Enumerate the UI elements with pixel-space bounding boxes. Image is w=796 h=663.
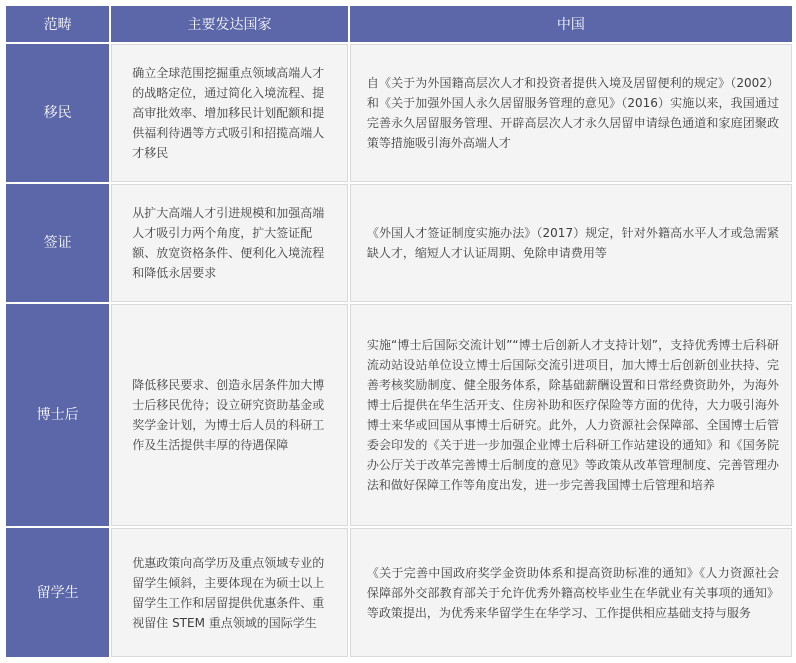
header-china: 中国 (350, 6, 792, 42)
developed-countries-cell: 确立全球范围挖掘重点领域高端人才的战略定位，通过简化入境流程、提高审批效率、增加移民计划配额和提供福利待遇等方式吸引和招揽高端人才移民 (111, 44, 348, 182)
china-cell: 《外国人才签证制度实施办法》（2017）规定，针对外籍高水平人才或急需紧缺人才，缩短人才认证周期、免除申请费用等 (350, 184, 792, 302)
category-cell: 签证 (6, 184, 109, 302)
developed-countries-cell: 从扩大高端人才引进规模和加强高端人才吸引力两个角度，扩大签证配额、放宽资格条件、便利化入境流程和降低永居要求 (111, 184, 348, 302)
table-row (6, 184, 792, 302)
header-developed-countries: 主要发达国家 (111, 6, 348, 42)
table-row (6, 304, 792, 526)
policy-comparison-table (4, 4, 794, 659)
developed-countries-cell: 降低移民要求、创造永居条件加大博士后移民优待；设立研究资助基金或奖学金计划，为博士后人员的科研工作及生活提供丰厚的待遇保障 (111, 304, 348, 526)
category-cell: 移民 (6, 44, 109, 182)
china-cell: 《关于完善中国政府奖学金资助体系和提高资助标准的通知》《人力资源社会保障部外交部教育部关于允许优秀外籍高校毕业生在华就业有关事项的通知》等政策提出，为优秀来华留学生在华学习、工作提供相应基础支持与服务 (350, 528, 792, 657)
category-cell: 留学生 (6, 528, 109, 657)
china-cell: 实施“博士后国际交流计划”“博士后创新人才支持计划”，支持优秀博士后科研流动站设站单位设立博士后国际交流引进项目，加大博士后创新创业扶持、完善考核奖励制度、健全服务体系，除基础薪酬设置和日常经费资助外，为海外博士后提供在华生活开支、住房补助和医疗保险等方面的优待，大力吸引海外博士来华或回国从事博士后研究。此外，人力资源社会保障部、全国博士后管委会印发的《关于进一步加强企业博士后科研工作站建设的通知》和《国务院办公厅关于改革完善博士后制度的意见》等政策从改革管理制度、完善管理办法和做好保障工作等角度出发，进一步完善我国博士后管理和培养 (350, 304, 792, 526)
developed-countries-cell: 优惠政策向高学历及重点领域专业的留学生倾斜，主要体现在为硕士以上留学生工作和居留提供优惠条件、重视留住 STEM 重点领域的国际学生 (111, 528, 348, 657)
category-cell: 博士后 (6, 304, 109, 526)
header-category: 范畴 (6, 6, 109, 42)
table-row (6, 44, 792, 182)
header-row (6, 6, 792, 42)
table-row (6, 528, 792, 657)
china-cell: 自《关于为外国籍高层次人才和投资者提供入境及居留便利的规定》（2002）和《关于加强外国人永久居留服务管理的意见》（2016）实施以来，我国通过完善永久居留服务管理、开辟高层次人才永久居留申请绿色通道和家庭团聚政策等措施吸引海外高端人才 (350, 44, 792, 182)
